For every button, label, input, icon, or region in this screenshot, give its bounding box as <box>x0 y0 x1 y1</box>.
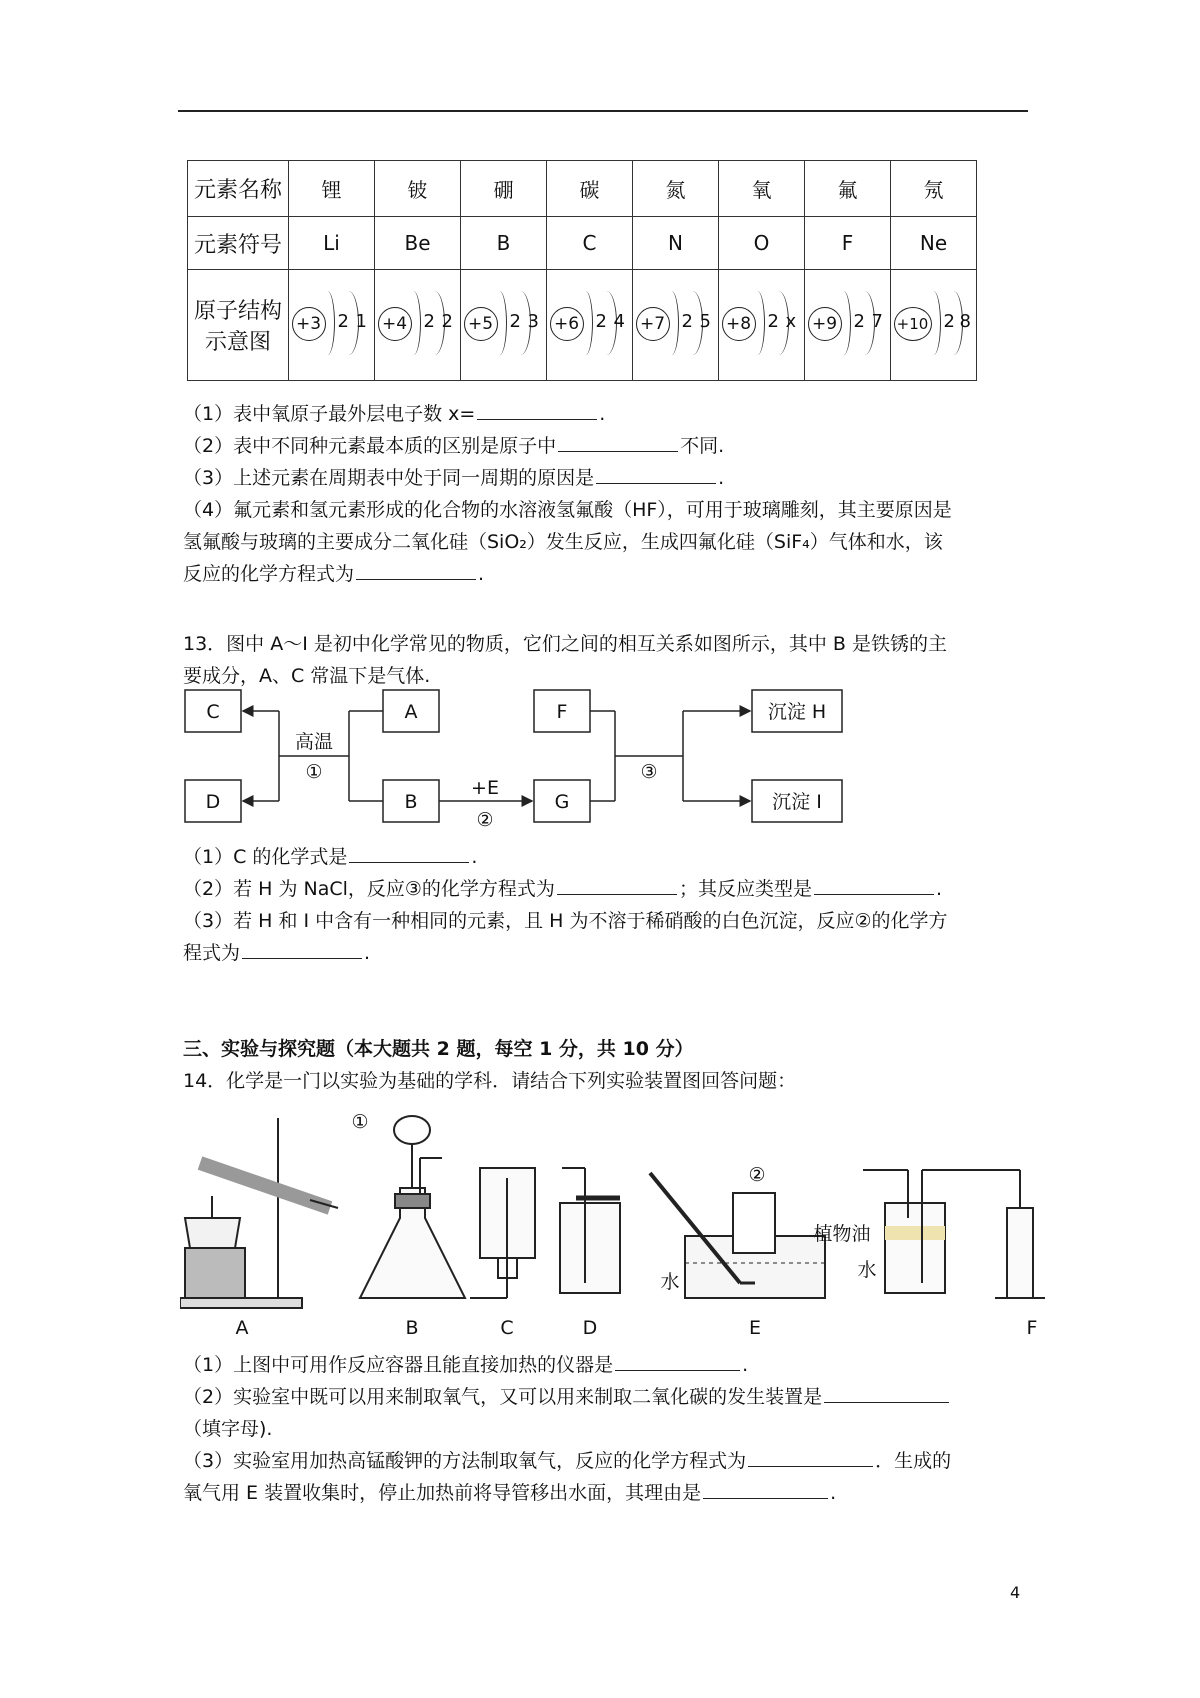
q12-part4-text: 反应的化学方程式为 <box>183 563 355 585</box>
atom-nucleus: +3 <box>292 307 326 341</box>
atom-nucleus: +5 <box>464 307 498 341</box>
q12-part2-end: 不同. <box>680 435 725 457</box>
q14-part3-line2 <box>183 1477 836 1509</box>
label-d: D <box>582 1317 598 1338</box>
shell-count: 2 <box>767 310 779 332</box>
q14-part3b-end: . <box>830 1482 837 1504</box>
q12-part3 <box>183 462 724 494</box>
atom-cell <box>547 270 633 381</box>
q13-part3-end: . <box>364 942 371 964</box>
apparatus-a <box>180 1118 338 1308</box>
q12-part4-line3 <box>183 558 484 590</box>
q14-part3-line1 <box>183 1445 951 1477</box>
answer-blank[interactable] <box>703 1478 828 1499</box>
element-name: 氟 <box>805 161 891 217</box>
oil-layer <box>885 1226 945 1240</box>
label-f: F <box>1026 1317 1038 1338</box>
atom-diagram <box>636 283 716 363</box>
shell-count: 2 <box>595 310 607 332</box>
element-name: 氧 <box>719 161 805 217</box>
funnel-bulb <box>394 1116 430 1144</box>
shell-arc <box>578 291 593 355</box>
atom-cell <box>633 270 719 381</box>
shell-count: 7 <box>871 310 883 332</box>
q14-intro: 14．化学是一门以实验为基础的学科．请结合下列实验装置图回答问题： <box>183 1070 797 1092</box>
water-label-f: 水 <box>857 1259 877 1281</box>
element-symbol: C <box>547 217 633 270</box>
atom-diagram <box>722 283 802 363</box>
q13-part1 <box>183 841 477 873</box>
q13-part1-text: （1）C 的化学式是 <box>183 846 348 868</box>
q14-part1-text: （1）上图中可用作反应容器且能直接加热的仪器是 <box>183 1354 614 1376</box>
shell-count: 2 <box>423 310 435 332</box>
atom-diagram <box>464 283 544 363</box>
shell-arc <box>664 291 679 355</box>
atom-diagram <box>550 283 630 363</box>
atom-cell <box>289 270 375 381</box>
atom-cell <box>891 270 977 381</box>
apparatus-f <box>863 1170 1045 1298</box>
q13-part1-end: . <box>471 846 478 868</box>
shell-count: 8 <box>959 310 971 332</box>
q14-part2-line2: （填字母). <box>183 1418 273 1440</box>
shell-count: 2 <box>337 310 349 332</box>
header-element-name: 元素名称 <box>188 161 289 217</box>
shell-arc <box>406 291 421 355</box>
answer-blank[interactable] <box>242 938 362 959</box>
q12-part1-text: （1）表中氧原子最外层电子数 x= <box>183 403 476 425</box>
water-label-e: 水 <box>660 1271 680 1293</box>
atom-cell <box>375 270 461 381</box>
atom-nucleus: +8 <box>722 307 756 341</box>
q13-part2-end: . <box>935 878 942 900</box>
element-symbol: N <box>633 217 719 270</box>
q12-part4-line1: （4）氟元素和氢元素形成的化合物的水溶液氢氟酸（HF），可用于玻璃雕刻，其主要原因是 <box>183 499 952 521</box>
answer-blank[interactable] <box>814 874 934 895</box>
label-h: 沉淀 H <box>767 701 827 723</box>
label-d: D <box>205 791 221 813</box>
shell-count: 2 <box>681 310 693 332</box>
reaction-number-3: ③ <box>640 761 658 783</box>
q14-part3b-text: 氧气用 E 装置收集时，停止加热前将导管移出水面，其理由是 <box>183 1482 702 1504</box>
header-rule <box>178 110 1028 112</box>
atom-diagram <box>808 283 888 363</box>
answer-blank[interactable] <box>356 559 476 580</box>
section-title: 三、实验与探究题（本大题共 2 题，每空 1 分，共 10 分） <box>183 1038 694 1060</box>
q14-part2-text: （2）实验室中既可以用来制取氧气，又可以用来制取二氧化碳的发生装置是 <box>183 1386 823 1408</box>
label-e: E <box>748 1317 762 1338</box>
q13-intro-line1: 13．图中 A～I 是初中化学常见的物质，它们之间的相互关系如图所示，其中 B 是铁锈的主 <box>183 633 947 655</box>
element-name: 锂 <box>289 161 375 217</box>
measuring-cylinder <box>1007 1208 1033 1298</box>
atom-nucleus: +9 <box>808 307 842 341</box>
q14-part1-end: . <box>742 1354 749 1376</box>
shell-count: 4 <box>613 310 625 332</box>
atom-cell <box>805 270 891 381</box>
atom-diagram <box>894 283 974 363</box>
q12-part2-text: （2）表中不同种元素最本质的区别是原子中 <box>183 435 557 457</box>
answer-blank[interactable] <box>349 842 469 863</box>
element-name: 铍 <box>375 161 461 217</box>
page-number: 4 <box>1010 1583 1021 1602</box>
test-tube <box>200 1163 330 1208</box>
q12-part3-text: （3）上述元素在周期表中处于同一周期的原因是 <box>183 467 595 489</box>
shell-count: 5 <box>699 310 711 332</box>
shell-arc <box>926 291 941 355</box>
q12-part4-end: . <box>478 563 485 585</box>
label-c: C <box>206 701 220 723</box>
wood-block <box>185 1248 245 1298</box>
q13-part2-text: （2）若 H 为 NaCl，反应③的化学方程式为 <box>183 878 555 900</box>
answer-blank[interactable] <box>748 1446 873 1467</box>
label-a: A <box>404 701 418 723</box>
reaction-number-2: ② <box>476 809 494 831</box>
label-f: F <box>556 701 568 723</box>
q13-part3-line1: （3）若 H 和 I 中含有一种相同的元素，且 H 为不溶于稀硝酸的白色沉淀，反应②的化学方 <box>183 910 948 932</box>
element-symbol: Ne <box>891 217 977 270</box>
element-name: 氮 <box>633 161 719 217</box>
label-a: A <box>235 1317 249 1338</box>
q14-part3-end: ．生成的 <box>875 1450 952 1472</box>
shell-count: 3 <box>527 310 539 332</box>
label-g: G <box>554 791 570 813</box>
element-symbol: O <box>719 217 805 270</box>
element-table <box>187 160 977 381</box>
element-name: 碳 <box>547 161 633 217</box>
mark-1: ① <box>351 1111 369 1133</box>
atom-diagram <box>378 283 458 363</box>
atom-cell <box>461 270 547 381</box>
shell-count: 2 <box>853 310 865 332</box>
shell-count: 1 <box>355 310 367 332</box>
q13-part2-mid: ；其反应类型是 <box>678 878 812 900</box>
shell-count: 2 <box>509 310 521 332</box>
apparatus-c <box>470 1168 535 1298</box>
q12-part4-line2: 氢氟酸与玻璃的主要成分二氧化硅（SiO₂）发生反应，生成四氟化硅（SiF₄）气体和水，该 <box>183 531 943 553</box>
shell-arc <box>492 291 507 355</box>
label-b: B <box>405 1317 419 1338</box>
element-name: 氖 <box>891 161 977 217</box>
q14-part2 <box>183 1381 951 1413</box>
stand-base <box>180 1298 302 1308</box>
header-line-1: 原子结构 <box>193 299 282 324</box>
q12-part1 <box>183 398 605 430</box>
shell-count: 2 <box>441 310 453 332</box>
answer-blank[interactable] <box>596 463 716 484</box>
condition-high-temp: 高温 <box>294 731 334 753</box>
q12-part3-end: . <box>718 467 725 489</box>
answer-blank[interactable] <box>557 874 677 895</box>
answer-blank[interactable] <box>824 1382 949 1403</box>
shell-count: 2 <box>943 310 955 332</box>
answer-blank[interactable] <box>477 399 597 420</box>
apparatus-b <box>360 1116 465 1298</box>
q14-part1 <box>183 1349 748 1381</box>
stopper <box>395 1194 430 1208</box>
label-i: 沉淀 I <box>772 791 822 813</box>
element-symbol: Li <box>289 217 375 270</box>
table-row-atoms <box>188 270 977 381</box>
element-symbol: F <box>805 217 891 270</box>
q12-part2 <box>183 430 724 462</box>
q14-part3-text: （3）实验室用加热高锰酸钾的方法制取氧气，反应的化学方程式为 <box>183 1450 747 1472</box>
alcohol-lamp <box>185 1218 240 1248</box>
collection-bottle <box>733 1193 775 1253</box>
atom-nucleus: +10 <box>894 307 932 341</box>
q13-intro-line2: 要成分，A、C 常温下是气体. <box>183 665 431 687</box>
q13-part3-line2 <box>183 937 370 969</box>
q13-part3-text: 程式为 <box>183 942 241 964</box>
mark-2: ② <box>748 1164 766 1186</box>
q13-part2 <box>183 873 942 905</box>
element-symbol: Be <box>375 217 461 270</box>
atom-cell <box>719 270 805 381</box>
shell-count: x <box>785 310 797 332</box>
oil-label: 植物油 <box>813 1223 871 1245</box>
label-b: B <box>404 791 418 813</box>
apparatus-figure <box>180 1108 1130 1338</box>
apparatus-d <box>560 1168 620 1293</box>
atom-diagram <box>292 283 372 363</box>
gas-bottle <box>885 1203 945 1293</box>
shell-arc <box>836 291 851 355</box>
reaction-number-1: ① <box>305 761 323 783</box>
atom-nucleus: +7 <box>636 307 670 341</box>
element-name: 硼 <box>461 161 547 217</box>
table-row-names <box>188 161 977 217</box>
shell-arc <box>750 291 765 355</box>
header-line-2: 示意图 <box>204 330 271 355</box>
table-row-symbols <box>188 217 977 270</box>
atom-nucleus: +6 <box>550 307 584 341</box>
atom-nucleus: +4 <box>378 307 412 341</box>
answer-blank[interactable] <box>615 1350 740 1371</box>
header-atom-diagram <box>188 270 289 381</box>
header-element-symbol: 元素符号 <box>188 217 289 270</box>
gas-bottle <box>560 1203 620 1293</box>
q12-part1-end: . <box>599 403 606 425</box>
reaction-flow-diagram <box>183 688 843 833</box>
answer-blank[interactable] <box>558 431 678 452</box>
shell-arc <box>320 291 335 355</box>
element-symbol: B <box>461 217 547 270</box>
condition-plus-e: +E <box>471 777 499 799</box>
label-c: C <box>500 1317 514 1338</box>
